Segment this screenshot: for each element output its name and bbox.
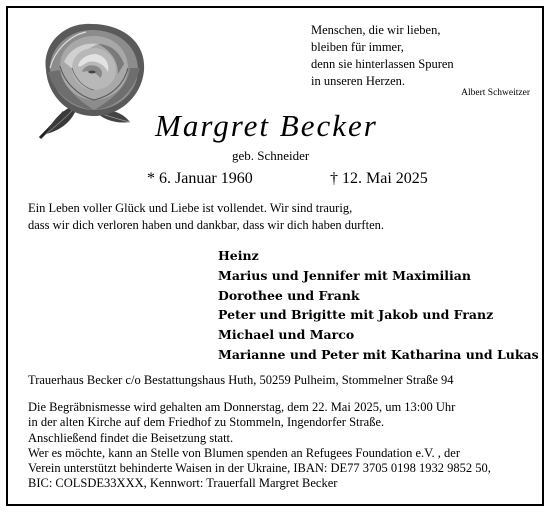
intro-text [28,200,528,234]
quote-author: Albert Schweitzer [461,88,530,98]
funeral-line: in der alten Kirche auf dem Friedhof zu Stommeln, Ingendorfer Straße. [28,415,385,430]
funeral-line: Anschließend findet die Beisetzung statt. [28,430,234,445]
quote-line: Menschen, die wir lieben, [311,23,441,37]
mourner-entry: Marianne und Peter mit Katharina und Lukas [218,346,539,362]
mourners-list [218,246,539,365]
mourning-address: Trauerhaus Becker c/o Bestattungshaus Huth, 50259 Pulheim, Stommelner Straße 94 [28,373,454,387]
death-date: † 12. Mai 2025 [330,170,428,187]
quote-line: in unseren Herzen. [311,74,406,88]
mourner-entry: Peter und Brigitte mit Jakob und Franz [218,307,494,323]
rose-icon [34,12,154,140]
funeral-line: BIC: COLSDE33XXX, Kennwort: Trauerfall Margret Becker [28,476,338,491]
mourner-entry: Michael und Marco [218,327,355,343]
mourner-entry: Marius und Jennifer mit Maximilian [218,267,471,283]
deceased-name: Margret Becker [155,108,378,143]
maiden-name: geb. Schneider [232,148,310,163]
funeral-info [28,400,533,492]
funeral-line: Die Begräbnismesse wird gehalten am Donnerstag, dem 22. Mai 2025, um 13:00 Uhr [28,400,456,414]
quote [311,22,531,90]
funeral-line: Wer es möchte, kann an Stelle von Blumen spenden an Refugees Foundation e.V. , der [28,445,460,460]
intro-line: Ein Leben voller Glück und Liebe ist vollendet. Wir sind traurig, [28,201,353,215]
birth-date: * 6. Januar 1960 [147,170,253,187]
funeral-line: Verein unterstützt behinderte Waisen in der Ukraine, IBAN: DE77 3705 0198 1932 9852 50, [28,461,491,476]
quote-line: denn sie hinterlassen Spuren [311,57,454,71]
intro-line: dass wir dich verloren haben und dankbar, dass wir dich haben durften. [28,218,384,232]
quote-line: bleiben für immer, [311,40,404,54]
mourner-entry: Dorothee und Frank [218,287,360,303]
mourner-entry: Heinz [218,248,259,263]
